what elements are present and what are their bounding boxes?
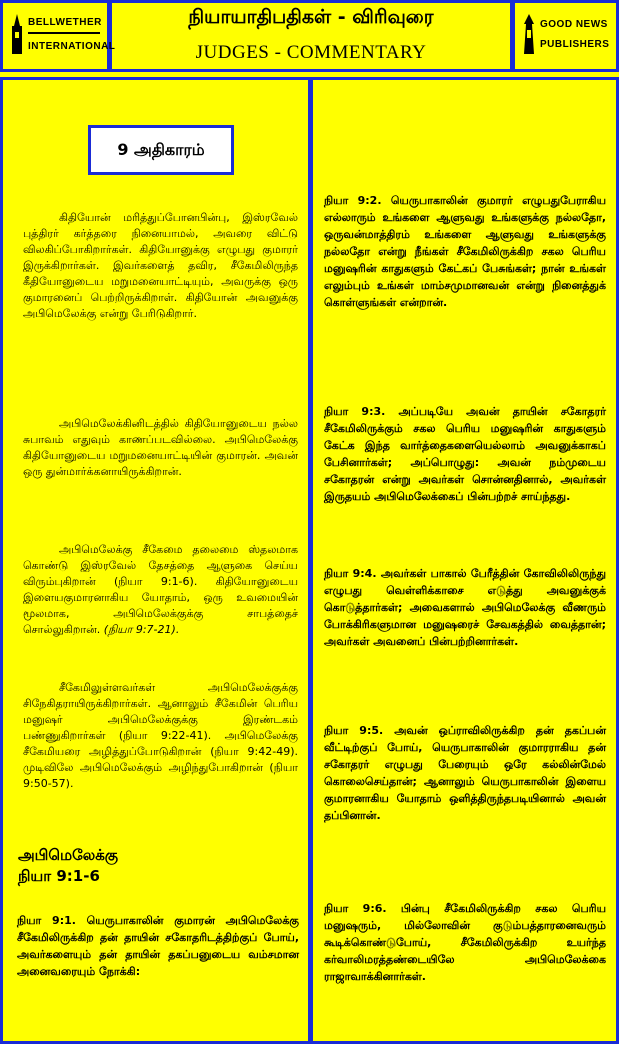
intro-paragraph-1: கிதியோன் மரித்துப்போனபின்பு, இஸ்ரவேல் புத்திரர் கர்த்தரை நினையாமல், அவரை விட்டு விலகிப்போகிறார்கள். கிதியோனுக்கு எழுபது குமாரர் இருக்கிறார்கள். இவர்களைத் தவிர, சீகேமிலிருந்த கீதியோனுடைய மறுமனையாட்டியும், அவருக்கு ஒரு குமாரனைப் பெற்றிருக்கிறாள். கிதியோன் அவனுக்கு அபிமெலேக்கு என்று பேரிடுகிறார். <box>23 211 298 320</box>
intro-paragraph-3 <box>23 542 298 638</box>
logo-line-2: INTERNATIONAL <box>28 41 116 52</box>
section-heading-reference: நியா 9:1-6 <box>18 867 100 885</box>
intro-paragraph-4: சீகேமிலுள்ளவர்கள் அபிமெலேக்குக்கு சிநேகிதராயிருக்கிறார்கள். ஆனாலும் சீகேமின் பெரிய மனுஷர் அபிமெலேக்குக்கு இரண்டகம் பண்ணுகிறார்கள் (நியா 9:22-41). அபிமெலேக்கு சீகேமியரை அழித்துப்போடுகிறான் (நியா 9:42-49). முடிவிலே அபிமெலேக்கும் அழிந்துபோகிறான் (நியா 9:50-57). <box>23 681 298 790</box>
verse-paragraph: நியா 9:5. அவன் ஒப்ராவிலிருக்கிற தன் தகப்பன் வீட்டிற்குப் போய், யெருபாகாலின் குமாரராகிய தன் சகோதரர் எழுபது பேரையும் ஒரே கல்லின்மேல் கொலைசெய்தான்; ஆனாலும் யெருபாகாலின் இளைய குமாரனாகிய யோதாம் ஒளித்திருந்தபடியினால் அவன் தப்பினான். <box>324 724 606 822</box>
verse-paragraph: நியா 9:4. அவர்கள் பாகால் பேரீத்தின் கோவிலிலிருந்து எழுபது வெள்ளிக்காசை எடுத்து அவனுக்குக் கொடுத்தார்கள்; அவைகளால் அபிமெலேக்கு வீணரும் போக்கிரிகளுமான மனுஷரைச் சேவகத்தில் வைத்தான்; அவர்கள் அவனைப் பின்பற்றினார்கள். <box>324 567 606 648</box>
verse-paragraph: நியா 9:1. யெருபாகாலின் குமாரன் அபிமெலேக்கு சீகேமிலிருக்கிற தன் தாயின் சகோதரிடத்திற்குப் போய், அவர்களையும் தன் தாயின் தகப்பனுடைய வம்சமான அனைவரையும் நோக்கி: <box>17 914 299 978</box>
logo-rule <box>28 32 100 34</box>
scripture-reference: (நியா 9:7-21). <box>103 623 180 636</box>
paragraph-text: அபிமெலேக்கு சீகேமை தலைமை ஸ்தலமாக கொண்டு இஸ்ரவேல் தேசத்தை ஆளுகை செய்ய விரும்புகிறான் (நியா 9:1-6). கிதியோனுடைய இளையகுமாரனாகிய யோதாம், ஒரு உவமையின் மூலமாக, அபிமெலேக்குக்கு சாபத்தைச் சொல்லுகிறான். <box>23 543 298 636</box>
verse-paragraph: நியா 9:3. அப்படியே அவன் தாயின் சகோதரர் சீகேமிலிருக்கும் சகல பெரிய மனுஷரின் காதுகளும் கேட்க இந்த வார்த்தைகளையெல்லாம் அவனுக்காகப் பேசினார்கள்; அப்பொழுது: அவன் நம்முடைய சகோதரன் என்று அவர்கள் சொன்னதினால், அவர்கள் இருதயம் அபிமெலேக்கைப் பின்பற்றச் சாய்ந்தது. <box>324 405 606 503</box>
page-title-tamil: நியாயாதிபதிகள் - விரிவுரை <box>188 6 434 28</box>
intro-paragraph-2: அபிமெலேக்கினிடத்தில் கிதியோனுடைய நல்ல சுபாவம் எதுவும் காணப்படவில்லை. அபிமெலேக்கு கிதியோனுடைய மறுமனையாட்டியின் குமாரன். அவன் ஒரு துன்மார்க்கனாயிருக்கிறான். <box>23 417 298 478</box>
bellwether-logo <box>10 14 116 60</box>
logo-line-2: PUBLISHERS <box>540 39 610 50</box>
lamp-icon <box>522 14 536 54</box>
section-heading <box>18 845 298 887</box>
good-news-logo <box>522 14 612 60</box>
logo-line-1: BELLWETHER <box>28 17 102 28</box>
logo-line-1: GOOD NEWS <box>540 19 608 30</box>
section-heading-title: அபிமெலேக்கு <box>18 846 119 864</box>
verse-paragraph: நியா 9:2. யெருபாகாலின் குமாரர் எழுபதுபேராகிய எல்லாரும் உங்களை ஆளுவது உங்களுக்கு நல்லதோ, ஒருவன்மாத்திரம் உங்களை ஆளுவது உங்களுக்கு நல்லதோ என்று நீங்கள் சீகேமிலிருக்கிற சகல பெரிய மனுஷரின் காதுகளும் கேட்கப் பேசுங்கள்; நான் உங்கள் எலும்பும் உங்கள் மாம்சமுமானவன் என்று நினைத்துக் கொள்ளுங்கள் என்றான். <box>324 194 606 309</box>
verse-paragraph: நியா 9:6. பின்பு சீகேமிலிருக்கிற சகல பெரிய மனுஷரும், மில்லோவின் குடும்பத்தாரனைவரும் கூடிக்கொண்டுபோய், சீகேமிலிருக்கிற உயர்ந்த கர்வாலிமரத்தண்டையிலே அபிமெலேக்கை ராஜாவாக்கினார்கள். <box>324 902 606 983</box>
chapter-title: 9 அதிகாரம் <box>88 125 234 175</box>
bell-tower-icon <box>10 14 24 54</box>
page-title-english: JUDGES - COMMENTARY <box>195 42 427 63</box>
